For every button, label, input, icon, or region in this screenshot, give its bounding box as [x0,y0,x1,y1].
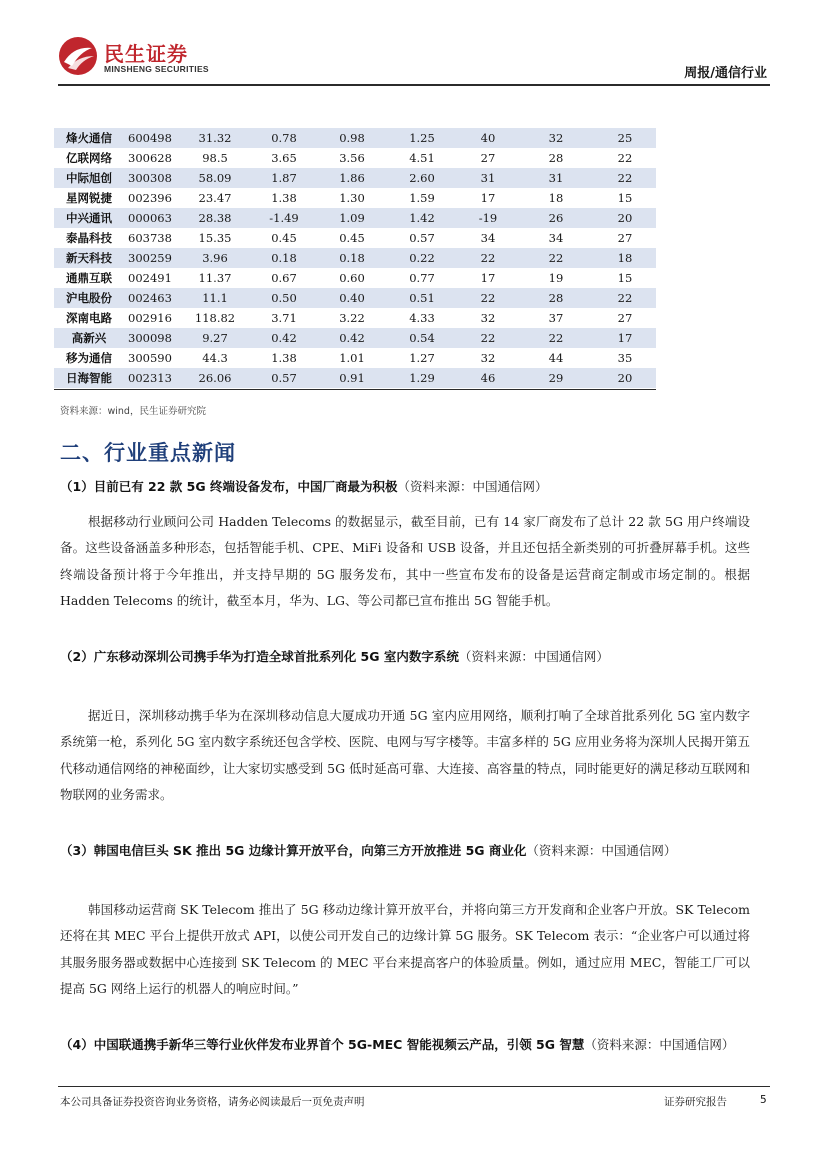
table-cell-c6: 29 [518,368,594,388]
table-cell-c6: 37 [518,308,594,328]
footer-divider [58,1086,770,1087]
table-cell-c2: 0.50 [250,288,318,308]
table-cell-c6: 18 [518,188,594,208]
table-cell-c2: 0.57 [250,368,318,388]
table-cell-code: 603738 [124,228,180,248]
table-cell-c7: 25 [594,128,656,148]
table-cell-c6: 22 [518,328,594,348]
news-body-3: 韩国移动运营商 SK Telecom 推出了 5G 移动边缘计算开放平台，并将向第三方开发商和企业客户开放。SK Telecom 还将在其 MEC 平台上提供开放式 API，以使公司开发自己的边缘计算 5G 服务。SK Telecom 表示：“企业客户可以通过将其服务服务器或数据中心连接到 SK Telecom 的 MEC 平台来提高客户的体验质量。例如，通过应用 MEC，智能工厂可以提高 5G 网络上运行的机器人的响应时间。” [60,902,750,996]
table-cell-c7: 35 [594,348,656,368]
table-cell-c7: 18 [594,248,656,268]
news-headline-4 [60,1032,750,1058]
news-source: （资料来源：中国通信网） [526,843,677,858]
table-cell-c3: 0.91 [318,368,386,388]
table-cell-c5: 22 [458,248,518,268]
table-row [54,148,656,168]
table-cell-c6: 22 [518,248,594,268]
table-row [54,268,656,288]
table-cell-c4: 0.77 [386,268,458,288]
table-cell-c1: 28.38 [180,208,250,228]
news-headline-1 [60,474,750,500]
table-cell-c7: 15 [594,268,656,288]
table-cell-c4: 1.29 [386,368,458,388]
table-cell-c2: 1.87 [250,168,318,188]
logo-en-text: MINSHENG SECURITIES [104,64,209,74]
table-row [54,248,656,268]
table-cell-c5: 22 [458,328,518,348]
table-cell-c7: 20 [594,208,656,228]
table-cell-c4: 1.42 [386,208,458,228]
table-cell-c2: 3.71 [250,308,318,328]
table-cell-code: 002916 [124,308,180,328]
page-number: 5 [760,1094,767,1106]
table-cell-c7: 27 [594,228,656,248]
table-cell-c1: 44.3 [180,348,250,368]
table-cell-c7: 17 [594,328,656,348]
table-cell-code: 300259 [124,248,180,268]
table-cell-c6: 28 [518,148,594,168]
table-cell-c3: 1.01 [318,348,386,368]
news-headline-text: （1）目前已有 22 款 5G 终端设备发布，中国厂商最为积极 [60,479,398,494]
table-cell-c1: 98.5 [180,148,250,168]
page-header [0,0,827,90]
table-cell-c6: 28 [518,288,594,308]
company-logo [58,36,278,82]
table-cell-code: 002313 [124,368,180,388]
news-source: （资料来源：中国通信网） [458,649,609,664]
table-cell-c4: 4.33 [386,308,458,328]
news-headline-2 [60,644,750,670]
table-cell-c3: 0.42 [318,328,386,348]
table-cell-c1: 58.09 [180,168,250,188]
table-cell-name: 移为通信 [54,348,124,368]
table-cell-c7: 22 [594,148,656,168]
table-cell-c5: 32 [458,308,518,328]
table-row [54,208,656,228]
table-cell-name: 通鼎互联 [54,268,124,288]
news-headline-3 [60,838,750,864]
table-cell-c2: -1.49 [250,208,318,228]
table-cell-code: 002396 [124,188,180,208]
table-cell-c5: 22 [458,288,518,308]
table-cell-name: 泰晶科技 [54,228,124,248]
table-cell-c4: 1.27 [386,348,458,368]
table-cell-c4: 1.59 [386,188,458,208]
table-cell-c1: 31.32 [180,128,250,148]
table-cell-c3: 0.18 [318,248,386,268]
minsheng-logo-icon [58,36,98,76]
table-cell-c2: 3.65 [250,148,318,168]
table-cell-name: 烽火通信 [54,128,124,148]
table-cell-name: 高新兴 [54,328,124,348]
table-cell-c7: 27 [594,308,656,328]
table-row [54,368,656,388]
table-cell-c5: 32 [458,348,518,368]
news-headline-text: （4）中国联通携手新华三等行业伙伴发布业界首个 5G-MEC 智能视频云产品，引领 5G 智慧 [60,1037,585,1052]
table-cell-c5: 40 [458,128,518,148]
news-body-2: 据近日，深圳移动携手华为在深圳移动信息大厦成功开通 5G 室内应用网络，顺利打响了全球首批系列化 5G 室内数字系统第一枪，系列化 5G 室内数字系统还包含学校、医院、电网与写字楼等。丰富多样的 5G 应用业务将为深圳人民揭开第五代移动通信网络的神秘面纱，让大家切实感受到 5G 低时延高可靠、大连接、高容量的特点，同时能更好的满足移动互联网和物联网的业务需求。 [60,708,750,802]
table-cell-c2: 0.67 [250,268,318,288]
table-cell-c7: 22 [594,288,656,308]
table-cell-c6: 34 [518,228,594,248]
table-row [54,168,656,188]
table-cell-c3: 3.56 [318,148,386,168]
table-cell-c2: 0.42 [250,328,318,348]
table-cell-c4: 4.51 [386,148,458,168]
table-cell-name: 星网锐捷 [54,188,124,208]
table-cell-c3: 0.45 [318,228,386,248]
table-cell-c2: 0.45 [250,228,318,248]
table-cell-name: 深南电路 [54,308,124,328]
table-cell-c2: 0.18 [250,248,318,268]
table-cell-code: 002491 [124,268,180,288]
table-row [54,308,656,328]
table-bottom-rule [54,389,656,390]
table-cell-c6: 26 [518,208,594,228]
table-source-note: 资料来源：wind，民生证券研究院 [60,406,206,417]
table-cell-c1: 118.82 [180,308,250,328]
table-cell-name: 沪电股份 [54,288,124,308]
table-cell-c1: 11.37 [180,268,250,288]
table-cell-c1: 23.47 [180,188,250,208]
table-row [54,328,656,348]
table-cell-c5: 34 [458,228,518,248]
table-cell-c4: 0.51 [386,288,458,308]
table-cell-c6: 32 [518,128,594,148]
table-row [54,228,656,248]
table-cell-code: 600498 [124,128,180,148]
table-cell-code: 300628 [124,148,180,168]
table-cell-c3: 1.30 [318,188,386,208]
table-cell-c3: 0.60 [318,268,386,288]
table-cell-c1: 15.35 [180,228,250,248]
table-cell-c2: 1.38 [250,188,318,208]
table-cell-c1: 3.96 [180,248,250,268]
table-cell-c1: 9.27 [180,328,250,348]
news-source: （资料来源：中国通信网） [584,1037,735,1052]
table-cell-name: 亿联网络 [54,148,124,168]
table-cell-c2: 0.78 [250,128,318,148]
table-cell-c4: 2.60 [386,168,458,188]
table-cell-name: 中际旭创 [54,168,124,188]
table-cell-c3: 0.40 [318,288,386,308]
news-headline-text: （3）韩国电信巨头 SK 推出 5G 边缘计算开放平台，向第三方开放推进 5G 商业化 [60,843,527,858]
news-headline-text: （2）广东移动深圳公司携手华为打造全球首批系列化 5G 室内数字系统 [60,649,459,664]
table-cell-c4: 0.22 [386,248,458,268]
table-cell-c5: 46 [458,368,518,388]
table-cell-c5: 17 [458,188,518,208]
section-title: 二、行业重点新闻 [60,441,236,465]
table-cell-c3: 0.98 [318,128,386,148]
table-cell-name: 日海智能 [54,368,124,388]
table-cell-c2: 1.38 [250,348,318,368]
news-body-1: 根据移动行业顾问公司 Hadden Telecoms 的数据显示，截至目前，已有 14 家厂商发布了总计 22 款 5G 用户终端设备。这些设备涵盖多种形态，包括智能手机、CPE、MiFi 设备和 USB 设备，并且还包括全新类别的可折叠屏幕手机。这些终端设备预计将于今年推出，并支持早期的 5G 服务发布，其中一些宣布发布的设备是运营商定制或市场定制的。根据 Hadden Telecoms 的统计，截至本月，华为、LG、等公司都已宣布推出 5G 智能手机。 [60,514,750,608]
table-cell-c3: 1.09 [318,208,386,228]
table-cell-c3: 1.86 [318,168,386,188]
header-divider [58,84,770,86]
table-cell-c6: 44 [518,348,594,368]
document-type: 周报/通信行业 [684,66,767,81]
table-cell-c7: 20 [594,368,656,388]
table-cell-c7: 15 [594,188,656,208]
table-cell-name: 中兴通讯 [54,208,124,228]
table-cell-c6: 31 [518,168,594,188]
table-cell-c4: 0.54 [386,328,458,348]
table-cell-c4: 0.57 [386,228,458,248]
valuation-table [54,128,656,388]
table-cell-c6: 19 [518,268,594,288]
table-row [54,348,656,368]
table-cell-code: 300590 [124,348,180,368]
logo-cn-text: 民生证券 [104,42,188,66]
table-cell-c4: 1.25 [386,128,458,148]
table-row [54,188,656,208]
table-row [54,288,656,308]
table-cell-name: 新天科技 [54,248,124,268]
table-cell-c1: 11.1 [180,288,250,308]
table-cell-code: 300098 [124,328,180,348]
table-cell-c3: 3.22 [318,308,386,328]
table-cell-code: 002463 [124,288,180,308]
table-cell-code: 300308 [124,168,180,188]
news-source: （资料来源：中国通信网） [397,479,548,494]
table-cell-c1: 26.06 [180,368,250,388]
table-cell-c7: 22 [594,168,656,188]
footer-report-type: 证券研究报告 [664,1096,727,1108]
table-cell-c5: 31 [458,168,518,188]
table-row [54,128,656,148]
table-cell-c5: 27 [458,148,518,168]
footer-disclaimer: 本公司具备证券投资咨询业务资格，请务必阅读最后一页免责声明 [60,1096,365,1108]
table-cell-c5: -19 [458,208,518,228]
table-cell-code: 000063 [124,208,180,228]
table-cell-c5: 17 [458,268,518,288]
